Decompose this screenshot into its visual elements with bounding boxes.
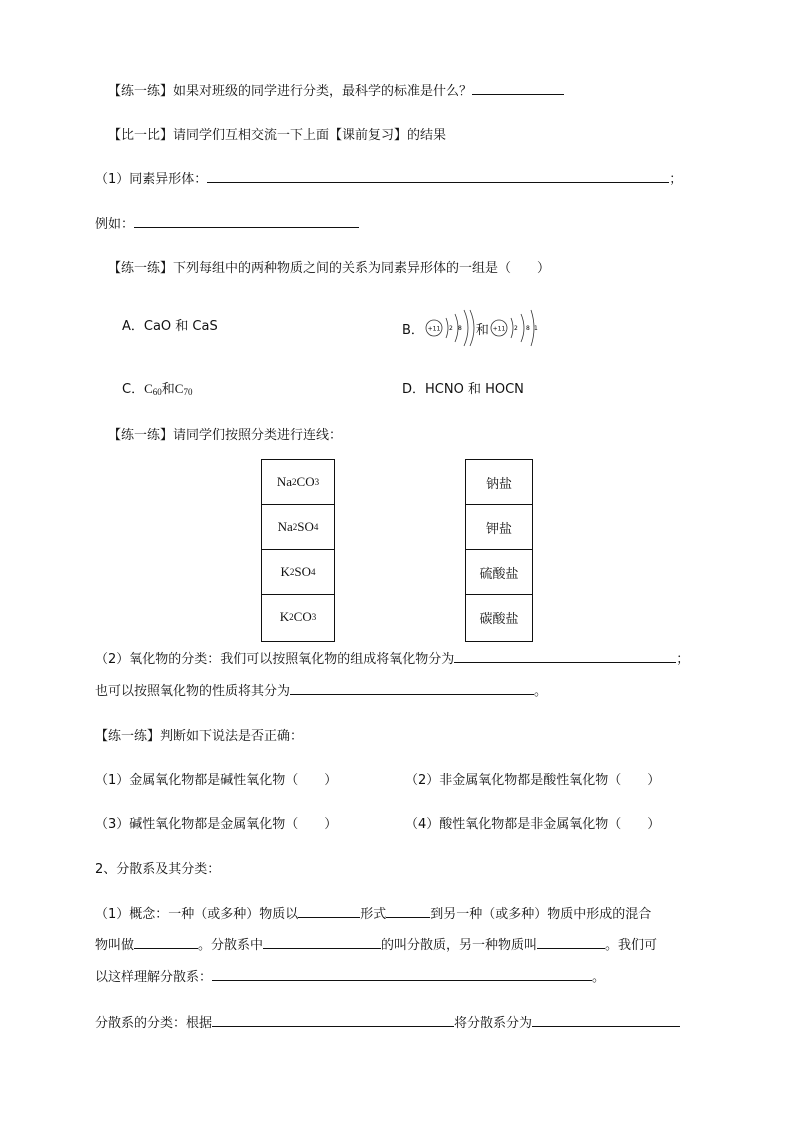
- question-text: 判断如下说法是否正确：: [160, 729, 304, 744]
- practice-tag: 【练一练】: [108, 261, 174, 276]
- oxide-classification-line1: （2）氧化物的分类：我们可以按照氧化物的组成将氧化物分为 ；: [95, 648, 689, 667]
- statement-4: （4）酸性氧化物都是非金属氧化物（ ）: [405, 817, 661, 832]
- option-b-and: 和: [475, 322, 489, 338]
- sodium-ion-diagram: [424, 308, 476, 348]
- oxide-composition-blank[interactable]: [454, 648, 676, 663]
- shell-3-count: 1: [533, 325, 538, 332]
- section-heading: 2、分散系及其分类：: [95, 862, 221, 877]
- oxide-classification-line2: 也可以按照氧化物的性质将其分为 。: [95, 680, 547, 699]
- allotrope-line: [95, 168, 682, 187]
- dispersion-concept-line2: 物叫做 。分散系中 的叫分散质，另一种物质叫 。我们可: [95, 934, 657, 953]
- question-text: 如果对班级的同学进行分类，最科学的标准是什么？: [173, 84, 473, 99]
- nucleus-label: +11: [427, 325, 441, 333]
- statement-3: （3）碱性氧化物都是金属氧化物（ ）: [95, 817, 338, 832]
- category-cell[interactable]: 硫酸盐: [466, 550, 532, 595]
- allotrope-end: ；: [669, 172, 683, 187]
- option-a: A．CaO 和 CaS: [122, 319, 218, 334]
- dispersion-concept-line3: 以这样理解分散系： 。: [95, 966, 605, 985]
- formula-cell[interactable]: K 2 SO 4: [262, 550, 334, 595]
- category-cell[interactable]: 钠盐: [466, 460, 532, 505]
- shell-1-count: 2: [448, 325, 453, 332]
- example-label: 例如：: [95, 217, 135, 232]
- category-cell[interactable]: 碳酸盐: [479, 611, 519, 627]
- practice-tag: 【练一练】: [108, 84, 174, 99]
- formula-cell[interactable]: Na 2 SO 4: [262, 505, 334, 550]
- compare-tag: 【比一比】: [108, 128, 174, 143]
- option-c: C．$C_{60}$和$C_{70}$: [122, 381, 193, 397]
- question-text: 下列每组中的两种物质之间的关系为同素异形体的一组是（ ）: [173, 261, 551, 276]
- verb-blank[interactable]: [386, 903, 430, 918]
- question-classify-classmates: [108, 80, 564, 99]
- question-allotrope-pair: [108, 257, 550, 276]
- name-blank[interactable]: [134, 934, 198, 949]
- salt-formula-table: [261, 459, 335, 642]
- statement-1: （1）金属氧化物都是碱性氧化物（ ）: [95, 773, 338, 788]
- understanding-blank[interactable]: [212, 966, 592, 981]
- option-b-prefix: B．: [402, 322, 424, 338]
- nucleus-label: +11: [492, 325, 506, 333]
- dispersion-concept-line1: （1）概念：一种（或多种）物质以 形式 到另一种（或多种）物质中形成的混合: [95, 903, 651, 922]
- practice-tag: 【练一练】: [95, 729, 161, 744]
- salt-category-table: [465, 459, 533, 642]
- practice-tag: 【练一练】: [108, 428, 174, 443]
- medium-blank[interactable]: [537, 934, 605, 949]
- question-connect: [108, 424, 342, 443]
- allotrope-label: （1）同素异形体：: [95, 172, 208, 187]
- form-blank[interactable]: [298, 903, 360, 918]
- shell-1-count: 2: [513, 325, 518, 332]
- sodium-atom-diagram: [489, 308, 539, 348]
- option-d: D．HCNO 和 HOCN: [402, 382, 524, 397]
- question-text: 请同学们按照分类进行连线：: [173, 428, 343, 443]
- option-b: [402, 308, 539, 348]
- compare-text: 请同学们互相交流一下上面【课前复习】的结果: [173, 128, 447, 143]
- dispersed-blank[interactable]: [263, 934, 381, 949]
- allotrope-blank[interactable]: [207, 168, 669, 183]
- judge-prompt: [95, 725, 303, 744]
- formula-cell[interactable]: Na 2 CO 3: [262, 460, 334, 505]
- answer-blank[interactable]: [472, 80, 564, 95]
- example-blank[interactable]: [134, 213, 359, 228]
- example-line: [95, 213, 359, 232]
- category-cell[interactable]: 钾盐: [466, 505, 532, 550]
- types-blank[interactable]: [532, 1012, 680, 1027]
- basis-blank[interactable]: [212, 1012, 454, 1027]
- compare-prompt: [108, 124, 446, 143]
- shell-2-count: 8: [457, 325, 462, 332]
- dispersion-classification-line: 分散系的分类：根据 将分散系分为: [95, 1012, 680, 1031]
- statement-2: （2）非金属氧化物都是酸性氧化物（ ）: [405, 773, 661, 788]
- shell-2-count: 8: [525, 325, 530, 332]
- formula-cell[interactable]: K 2 CO 3: [279, 609, 317, 624]
- oxide-property-blank[interactable]: [290, 680, 534, 695]
